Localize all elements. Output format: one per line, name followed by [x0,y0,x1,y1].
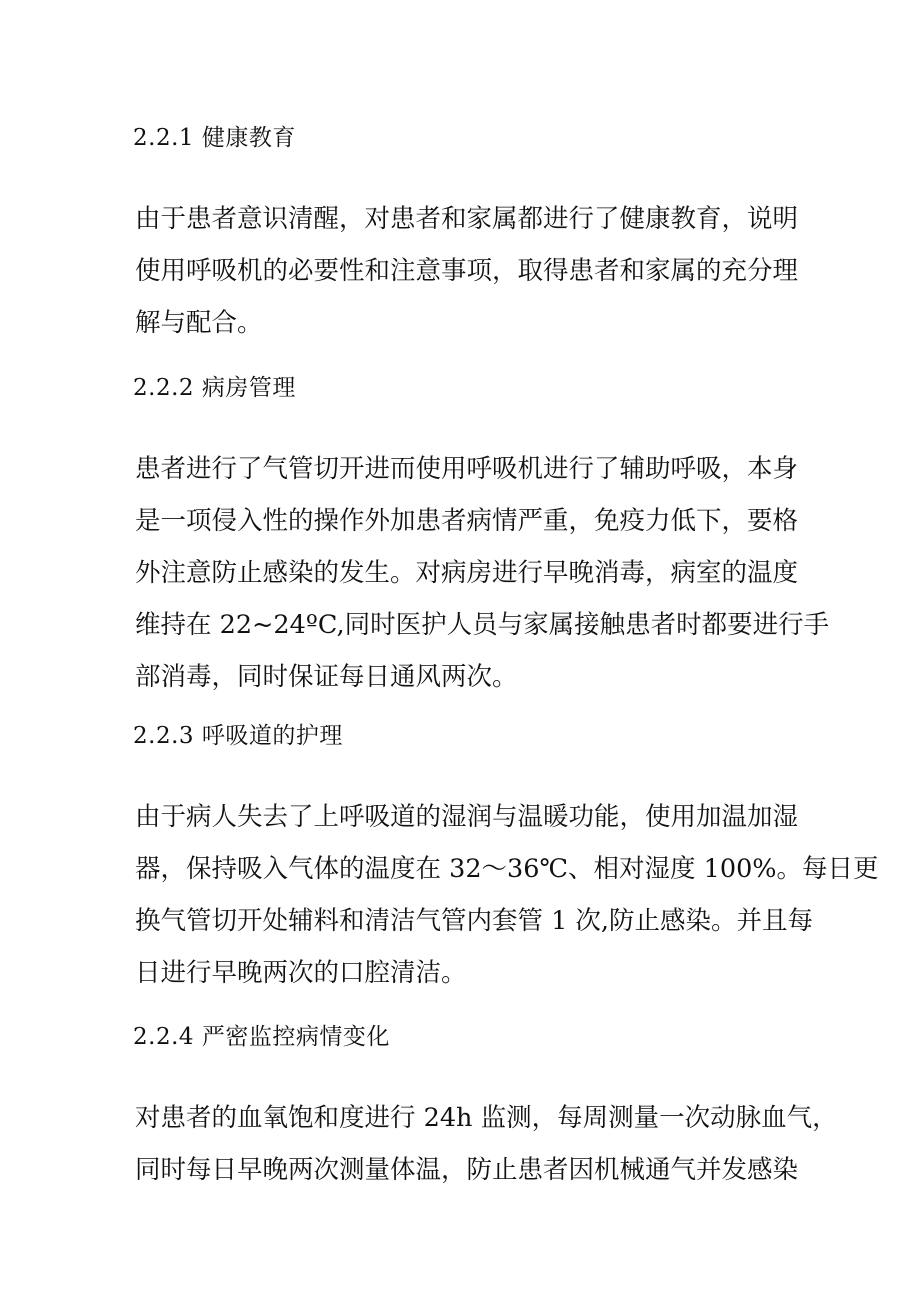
section-paragraph-2-2-3 [135,791,879,999]
section-paragraph-2-2-2 [135,443,830,703]
paragraph-line: 同时每日早晚两次测量体温，防止患者因机械通气并发感染 [135,1155,799,1185]
paragraph-line: 对患者的血氧饱和度进行 24h 监测，每周测量一次动脉血气， [135,1103,838,1133]
paragraph-line: 由于病人失去了上呼吸道的湿润与温暖功能，使用加温加湿 [135,802,799,832]
paragraph-line: 部消毒，同时保证每日通风两次。 [135,662,518,692]
section-paragraph-2-2-4 [135,1092,838,1196]
paragraph-line: 维持在 22~24ºC,同时医护人员与家属接触患者时都要进行手 [135,610,830,640]
paragraph-line: 解与配合。 [135,308,263,338]
paragraph-line: 外注意防止感染的发生。对病房进行早晚消毒，病室的温度 [135,558,799,588]
section-paragraph-2-2-1 [135,193,815,349]
section-heading-2-2-4: 2.2.4 严密监控病情变化 [133,1024,390,1050]
paragraph-line: 日进行早晚两次的口腔清洁。 [135,958,467,988]
paragraph-line: 换气管切开处辅料和清洁气管内套管 1 次,防止感染。并且每 [135,906,814,936]
paragraph-line: 器，保持吸入气体的温度在 32～36℃、相对湿度 100%。每日更 [135,854,879,884]
paragraph-line: 是一项侵入性的操作外加患者病情严重，免疫力低下，要格 [135,506,799,536]
section-heading-2-2-3: 2.2.3 呼吸道的护理 [133,723,343,749]
paragraph-line: 患者进行了气管切开进而使用呼吸机进行了辅助呼吸，本身 [135,454,799,484]
paragraph-line: 使用呼吸机的必要性和注意事项，取得患者和家属的充分理 [135,256,799,286]
section-heading-2-2-2: 2.2.2 病房管理 [133,375,296,401]
section-heading-2-2-1: 2.2.1 健康教育 [133,125,296,151]
paragraph-line: 由于患者意识清醒，对患者和家属都进行了健康教育，说明 [135,204,799,234]
